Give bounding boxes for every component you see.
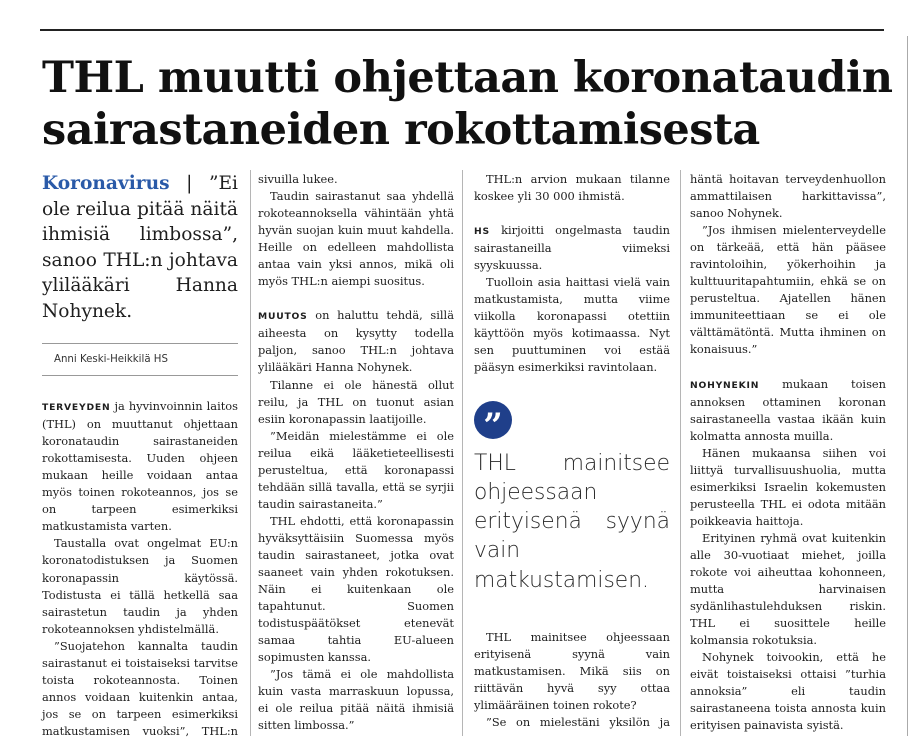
column-1 (42, 171, 238, 740)
paragraph: Tilanne ei ole hänestä ollut reilu, ja THL on tuonut asian esiin koronapassin laatijoille. (258, 377, 454, 426)
kicker-separator: | (169, 173, 209, 194)
paragraph (474, 222, 670, 274)
top-rule (40, 29, 884, 31)
paragraph: Erityinen ryhmä ovat kuitenkin alle 30-vuotiaat miehet, joilla rokote voi aiheuttaa kohonneen, mutta harvinaisen sydänlihastulehduksen riskin. THL ei suosittele heille kolmansia rokotuksia. (690, 530, 886, 648)
pull-quote: THL mainitsee ohjeessaan erityisenä syynä vain matkustamisen. (474, 450, 670, 593)
paragraph: Tuolloin asia haittasi vielä vain matkustamista, mutta viime viikolla koronapassi otettiin käyttöön myös kotimaassa. Nyt sen puuttuminen voi estää pääsyn esimerkiksi ravintolaan. (474, 275, 670, 375)
paragraph: ”Se on mielestäni yksilön ja (486, 715, 670, 730)
column-divider (462, 170, 463, 736)
paragraph-text: ja hyvinvoinnin laitos (THL) on muuttanut ohjettaan koronataudin sairastaneiden rokottamisesta. Uuden ohjeen mukaan heille voidaan antaa myös toinen rokoteannos, jos se on tarpeen esimerkiksi matkustamista varten. (42, 399, 238, 534)
lead-word: HS (474, 226, 490, 238)
paragraph (258, 307, 454, 376)
byline: Anni Keski-Heikkilä HS (54, 354, 168, 365)
paragraph: ”Meidän mielestämme ei ole reilua eikä lääketieteellisesti perusteltua, että koronapassi tehdään sillä tavalla, että se syrjii taudin sairastaneita.” (258, 428, 454, 511)
paragraph (690, 376, 886, 445)
paragraph-text: on haluttu tehdä, sillä aiheesta on kysytty todella paljon, sanoo THL:n johtava ylilääkäri Hanna Nohynek. (258, 308, 454, 375)
paragraph: Nohynek toivookin, että he eivät toistaiseksi ottaisi ”turhia annoksia” eli taudin sairastaneena toista annosta kuin erityisen painavista syistä. (690, 650, 886, 733)
paragraph: sivuilla lukee. (258, 172, 338, 186)
paragraph: THL mainitsee ohjeessaan erityisenä syynä vain matkustamisen. Mikä siis on riittävän hyvä syy ottaa ylimääräinen toinen rokote? (474, 630, 670, 713)
paragraph-text: kirjoitti ongelmasta taudin sairastaneilla viimeksi syyskuussa. (474, 223, 670, 273)
column-divider (680, 170, 681, 736)
lead-word: MUUTOS (258, 311, 308, 323)
lead-word: TERVEYDEN (42, 402, 111, 414)
paragraph: ”Suojatehon kannalta taudin sairastanut ei toistaiseksi tarvitse toista rokoteannosta. Toinen annos voidaan kuitenkin antaa, jos se on tarpeen esimerkiksi matkustamisen vuoksi”, THL:n (42, 638, 238, 738)
quote-icon: ” (474, 401, 512, 439)
column-2 (258, 171, 454, 735)
byline-divider (42, 375, 238, 376)
paragraph: ”Jos tämä ei ole mahdollista kuin vasta marraskuun lopussa, ei ole reilua pitää näitä ihmisiä sitten limbossa.” (258, 667, 454, 733)
column-3 (474, 171, 670, 731)
paragraph: Taustalla ovat ongelmat EU:n koronatodistuksen ja Suomen koronapassin käytössä. Todistusta ei tällä hetkellä saa sairastetun taudin ja yhden rokoteannoksen yhdistelmällä. (42, 536, 238, 636)
paragraph: ”Jos ihmisen mielenterveydelle on tärkeää, että hän pääsee ravintoloihin, yökerhoihin ja kulttuuritapahtumiin, ehkä se on perusteltua. Ajatellen hänen immuniteettiaan se ei ole välttämätöntä. Mutta ihminen on konaisuus.” (690, 223, 886, 357)
kicker-label[interactable]: Koronavirus (42, 173, 170, 194)
column-4 (690, 171, 886, 735)
paragraph: häntä hoitavan terveydenhuollon ammattilaisen harkittavissa”, sanoo Nohynek. (690, 172, 886, 221)
byline-divider (42, 343, 238, 344)
paragraph-text: mukaan toisen annoksen ottaminen koronan sairastaneella vastaa ikään kuin kolmatta annosta muilla. (690, 376, 886, 443)
column-divider (250, 170, 251, 736)
paragraph: Taudin sairastanut saa yhdellä rokoteannoksella vähintään yhtä hyvän suojan kuin muut kahdella. Heille on edelleen mahdollista antaa vain yksi annos, mikä oli myös THL:n aiempi suositus. (258, 189, 454, 289)
deck-text: ”Ei ole reilua pitää näitä ihmisiä limbossa”, sanoo THL:n johtava ylilääkäri Hanna Nohynek. (42, 173, 238, 322)
paragraph (42, 398, 238, 535)
lead-word: NOHYNEKIN (690, 379, 760, 391)
paragraph: THL:n arvion mukaan tilanne koskee yli 30 000 ihmistä. (474, 172, 670, 204)
page-edge-rule (907, 36, 908, 736)
paragraph: Hänen mukaansa siihen voi liittyä turvallisuushuolia, mutta esimerkiksi Israelin kokemusten perusteella THL ei odota mitään poikkeavia haittoja. (690, 445, 886, 528)
deck (42, 171, 238, 324)
headline: THL muutti ohjettaan koronataudin sairastaneiden rokottamisesta (42, 53, 893, 155)
paragraph: THL ehdotti, että koronapassin hyväksyttäisiin Suomessa myös taudin sairastaneet, jotka ovat saaneet vain yhden rokotuksen. Näin ei kuitenkaan ole tapahtunut. Suomen todistuspäätökset etenevät samaa tahtia EU-alueen sopimusten kanssa. (258, 513, 454, 665)
